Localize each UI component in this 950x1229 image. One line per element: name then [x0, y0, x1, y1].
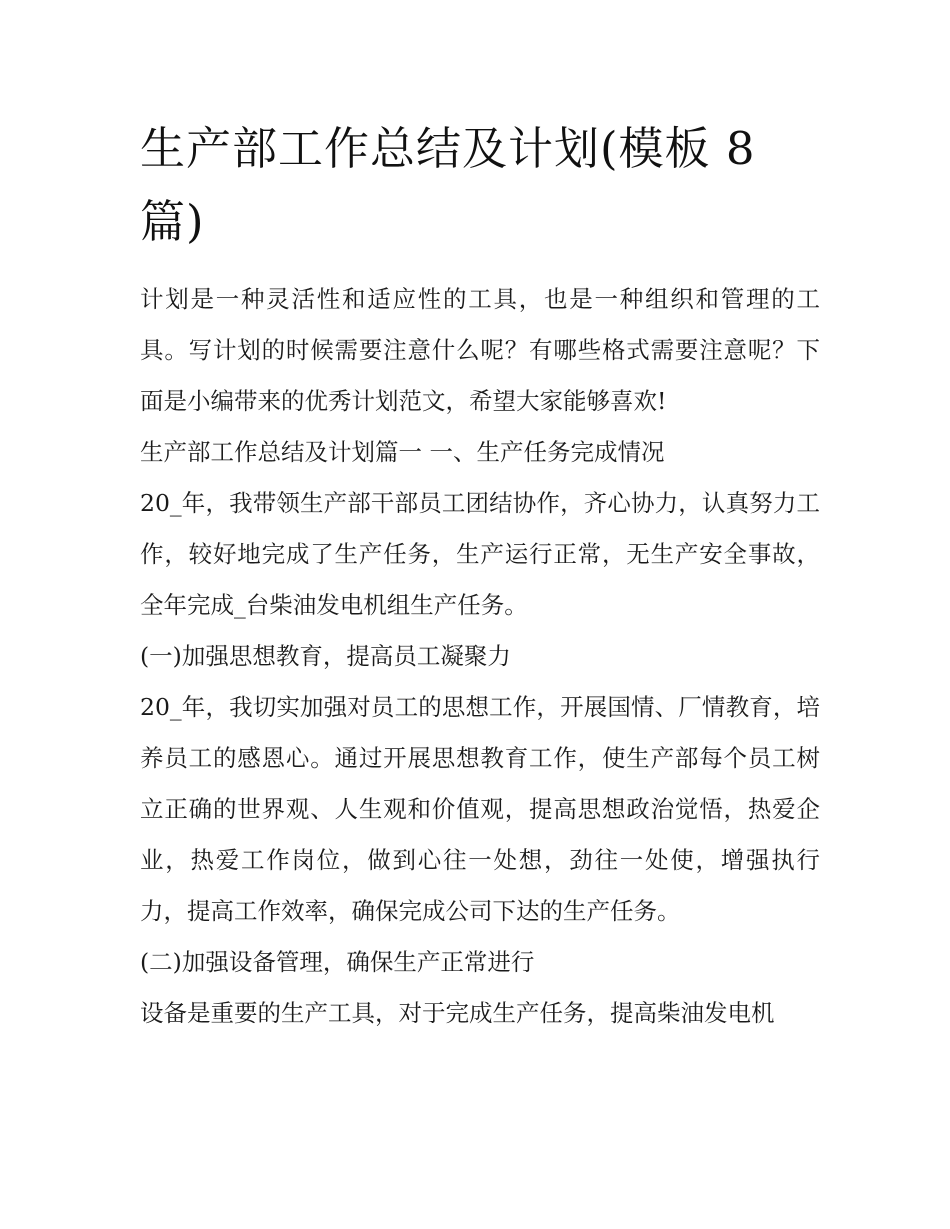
subheading-ideological-education: (一)加强思想教育，提高员工凝聚力	[140, 642, 511, 670]
section-heading-production-tasks: 生产部工作总结及计划篇一 一、生产任务完成情况	[140, 438, 665, 466]
paragraph-task-completion: 20_年，我带领生产部干部员工团结协作，齐心协力，认真努力工作，较好地完成了生产任务，生产运行正常，无生产安全事故，全年完成_台柴油发电机组生产任务。	[140, 489, 820, 619]
paragraph-intro: 计划是一种灵活性和适应性的工具，也是一种组织和管理的工具。写计划的时候需要注意什么呢？有哪些格式需要注意呢？下面是小编带来的优秀计划范文，希望大家能够喜欢!	[140, 285, 820, 415]
subheading-equipment-management: (二)加强设备管理，确保生产正常进行	[140, 948, 535, 976]
paragraph-equipment-management: 设备是重要的生产工具，对于完成生产任务，提高柴油发电机	[140, 999, 775, 1027]
document-body	[140, 274, 820, 1039]
document-title: 生产部工作总结及计划(模板 8 篇)	[140, 122, 756, 248]
paragraph-ideological-education: 20_年，我切实加强对员工的思想工作，开展国情、厂情教育，培养员工的感恩心。通过开展思想教育工作，使生产部每个员工树立正确的世界观、人生观和价值观，提高思想政治觉悟，热爱企业，热爱工作岗位，做到心往一处想，劲往一处使，增强执行力，提高工作效率，确保完成公司下达的生产任务。	[140, 693, 820, 925]
